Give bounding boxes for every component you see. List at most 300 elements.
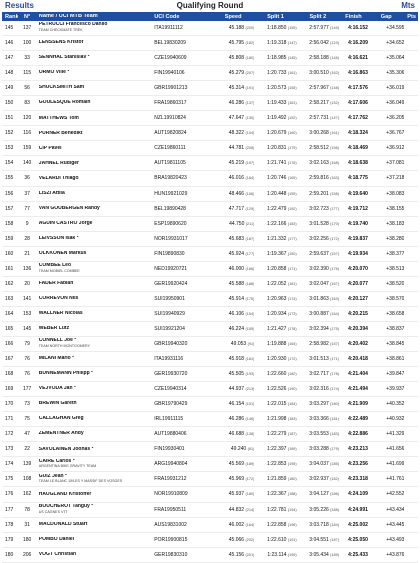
cell-split1: 1:20.746 (169) [266,175,297,182]
cell-finish: 4:19.934 [348,250,368,257]
rider-name: JAHNEL Rudiger [38,160,79,166]
table-row [2,457,418,472]
cell-name [36,416,154,422]
table-row [2,307,418,322]
split1-rank: (191) [287,537,297,542]
cell-gap: +40.932 [386,416,405,423]
rider-name: FADER Fabian [38,281,74,287]
speed-rank: (166) [245,266,255,271]
cell-number: 116 [23,130,32,137]
cell-rank: 147 [5,55,14,62]
table-row [2,81,418,96]
split1-rank: (161) [287,71,297,76]
table-row [2,217,418,232]
rider-name: ZEMENTNER Andy [38,431,84,437]
cell-speed: 44.750 (211) [229,220,255,227]
cell-split2: 3:04.037 (185) [309,461,340,468]
cell-split1: 1:20.448 (159) [266,190,297,197]
rider-name: CONNELL Joe * [38,338,77,344]
table-row [2,126,418,141]
header-split1: Split 1 [267,13,284,20]
rider-name: WALLNER Nicolas [38,311,83,317]
split2-rank: (167) [330,281,340,286]
cell-finish: 4:16.209 [348,40,368,47]
split1-rank: (155) [287,86,297,91]
speed-rank: (202) [245,537,255,542]
speed-rank: (187) [245,236,255,241]
cell-rank: 156 [5,190,14,197]
rider-team: ARGENTINA BIKE GRAVITY TEAM [38,464,97,469]
rider-team: TEAM LE BLANC 15/LES Y MASSIF DES VOSGES [38,479,123,484]
cell-rank: 155 [5,175,14,182]
table-row [2,427,418,442]
rider-name: LISZI Attila [38,190,65,196]
cell-split2: 2:57.731 (147) [309,115,340,122]
cell-gap: +43.493 [386,536,405,543]
cell-number: 78 [24,506,30,513]
cell-uci-code: IRL19911115 [154,416,184,423]
cell-uci-code: CZE19940609 [154,55,187,62]
split2-rank: (168) [330,161,340,166]
speed-rank: (155) [245,326,255,331]
cell-speed: 44.781 (208) [228,145,255,152]
cell-rank: 178 [5,521,14,528]
cell-number: 76 [24,356,30,363]
speed-rank: (130) [245,116,255,121]
rider-name: LEIVSSON Isak * [38,235,79,241]
cell-speed: 45.808 (180) [228,55,255,62]
cell-number: 162 [22,491,32,498]
cell-split1: 1:22.015 (184) [266,401,297,408]
cell-gap: +41.761 [386,476,405,483]
speed-rank: (172) [245,477,255,482]
cell-split2: 3:04.551 (187) [309,536,340,543]
table-header [2,12,418,21]
cell-uci-code: HUN19921029 [154,190,188,197]
cell-name [36,447,154,453]
cell-gap: +38.083 [386,190,405,197]
cell-speed: 45.588 (188) [228,280,255,287]
cell-uci-code: BEL19890428 [154,205,186,212]
cell-split1: 1:20.963 (174) [266,295,297,302]
speed-rank: (200) [245,26,255,31]
speed-rank: (211) [245,221,255,226]
cell-name [36,371,154,377]
cell-gap: +37.081 [386,160,405,167]
cell-gap: +43.876 [386,551,405,558]
rider-name: SENNHAL Stanislav * [38,55,90,61]
cell-split2: 2:59.201 (158) [309,190,340,197]
table-row [2,322,418,337]
split1-rank: (174) [287,296,297,301]
cell-number: 73 [24,401,30,408]
cell-uci-code: ARG19940804 [154,461,188,468]
cell-number: 47 [24,431,30,438]
cell-split1: 1:18.985 (145) [266,55,297,62]
cell-finish: 4:20.070 [348,265,368,272]
speed-rank: (104) [245,131,255,136]
rider-name: SHUCKSMITH Sam [38,85,85,91]
cell-split2: 3:04.127 (186) [309,491,340,498]
cell-split2: 3:02.723 (177) [309,205,340,212]
split2-rank: (181) [330,417,340,422]
split2-rank: (123) [330,41,340,46]
cell-split2: 3:00.268 (161) [309,130,340,137]
cell-rank: 171 [5,416,14,423]
cell-gap: +38.183 [386,220,405,227]
rider-name: BREWIN Gareth [38,401,77,407]
speed-rank: (129) [245,206,255,211]
cell-uci-code: ESP19890620 [154,220,187,227]
cell-gap: +38.280 [386,235,405,242]
cell-name [36,326,154,332]
cell-finish: 4:21.909 [348,401,368,408]
cell-speed: 45.683 (187) [228,235,255,242]
cell-rank: 175 [5,476,14,483]
speed-rank: (91) [247,342,255,346]
split1-rank: (181) [287,281,297,286]
page-header [0,0,420,12]
cell-finish: 4:24.991 [348,506,368,513]
split1-rank: (187) [287,432,297,437]
cell-name [36,504,154,515]
cell-rank: 163 [5,295,14,302]
split2-rank: (163) [330,176,340,181]
cell-finish: 4:25.002 [348,521,368,528]
cell-rank: 150 [5,100,14,107]
cell-speed: 45.969 (172) [228,476,255,483]
cell-name [36,22,154,33]
cell-name [36,55,154,61]
cell-speed: 49.053 (91) [230,341,255,347]
cell-rank: 149 [5,85,14,92]
split2-rank: (171) [330,357,340,362]
cell-finish: 4:21.494 [348,386,368,393]
split1-rank: (159) [287,191,297,196]
split1-rank: (160) [287,131,297,136]
split2-rank: (189) [330,552,340,557]
cell-gap: +40.352 [386,401,405,408]
cell-speed: 46.002 (164) [228,521,255,528]
cell-split2: 3:02.047 (167) [309,280,340,287]
speed-rank: (208) [245,146,255,151]
cell-rank: 145 [5,25,14,32]
cell-uci-code: AUT19811105 [154,160,186,167]
cell-finish: 4:20.077 [348,280,368,287]
cell-speed: 44.937 (213) [228,386,255,393]
cell-speed: 47.717 (129) [228,205,255,212]
speed-rank: (191) [245,86,255,91]
cell-gap: +43.434 [386,506,405,513]
cell-split1: 1:22.526 (190) [266,386,297,393]
table-row [2,36,418,51]
cell-gap: +36.767 [386,130,405,137]
split2-rank: (179) [330,447,340,452]
cell-finish: 4:16.152 [348,25,368,32]
rider-name: ORMO Ville * [38,70,70,76]
cell-number: 108 [22,476,32,483]
cell-speed: 45.924 (177) [228,250,255,257]
cell-split1: 1:22.367 (188) [266,491,297,498]
cell-split1: 1:19.367 (150) [266,250,297,257]
rider-name: VAN GOUBERGEN Randy [38,205,100,211]
cell-number: 31 [24,521,30,528]
speed-rank: (81) [247,447,255,452]
speed-rank: (151) [245,402,255,407]
table-row [2,487,418,502]
split2-rank: (175) [330,326,340,331]
cell-name [36,492,154,498]
speed-rank: (177) [245,251,255,256]
cell-name [36,146,154,152]
cell-gap: +38.520 [386,280,405,287]
cell-name [36,236,154,242]
cell-gap: +38.377 [386,250,405,257]
cell-rank: 174 [5,461,14,468]
cell-split1: 1:21.998 (183) [266,416,297,423]
rider-name: GOULESQUE Romain [38,100,91,106]
table-row [2,533,418,548]
cell-rank: 168 [5,371,14,378]
split1-rank: (176) [287,161,297,166]
header-name: Name / UCI MTB Team [38,13,98,19]
split2-rank: (178) [330,372,340,377]
split2-rank: (163) [330,296,340,301]
cell-uci-code: SUI19940929 [154,310,185,317]
cell-uci-code: GBR19940320 [154,341,188,347]
cell-name [36,474,154,485]
cell-split1: 1:22.660 (182) [266,371,297,378]
cell-finish: 4:20.402 [348,341,368,347]
table-row [2,367,418,382]
cell-split1: 1:21.427 (178) [266,325,297,332]
rider-name: OLKKONEN Markus [38,250,87,256]
cell-speed: 48.466 (106) [228,190,255,197]
cell-speed: 46.224 (155) [228,325,255,332]
cell-uci-code: FRA19950511 [154,506,187,513]
cell-finish: 4:25.050 [348,536,368,543]
cell-name [36,552,154,558]
cell-rank: 176 [5,491,14,498]
split1-rank: (152) [287,116,297,121]
split1-rank: (145) [287,56,297,61]
cell-name [36,263,154,274]
cell-name [36,281,154,287]
cell-uci-code: FIN19940106 [154,70,185,77]
split2-rank: (162) [330,71,340,76]
rider-team: TEAM MOBIEL COMBEE [38,268,80,273]
cell-finish: 4:17.762 [348,115,368,122]
cell-finish: 4:23.256 [348,461,368,468]
cell-number: 33 [24,55,30,62]
cell-finish: 4:20.215 [348,310,368,317]
split2-rank: (156) [330,146,340,151]
results-table-body [0,21,420,563]
cell-uci-code: AUT19820824 [154,130,187,137]
cell-finish: 4:19.640 [348,190,368,197]
split2-rank: (147) [330,116,340,121]
cell-gap: +34.595 [386,25,405,32]
cell-split2: 2:57.967 (148) [309,85,340,92]
cell-split1: 1:19.888 (164) [266,341,297,347]
cell-name [36,431,154,437]
rider-name: LENSSENS Kristof [38,40,84,46]
split1-rank: (184) [287,402,297,407]
cell-split1: 1:19.492 (152) [266,115,297,122]
speed-rank: (214) [245,507,255,512]
table-row [2,51,418,66]
cell-gap: +36.205 [386,115,405,122]
cell-rank: 177 [5,506,14,513]
cell-finish: 4:19.740 [348,220,368,227]
cell-speed: 46.286 (146) [228,416,255,423]
header-rank: Rank [5,13,19,20]
split2-rank: (146) [330,56,340,61]
cell-finish: 4:22.886 [348,431,368,438]
cell-split2: 3:01.863 (163) [309,295,340,302]
cell-gap: +38.155 [386,205,405,212]
speed-rank: (180) [245,492,255,497]
rider-name: AGUIN CASTRO Jorge [38,220,93,226]
cell-speed: 46.286 (137) [228,100,255,107]
cell-split2: 2:58.982 (157) [309,341,340,347]
split1-rank: (173) [287,311,297,316]
cell-split1: 1:21.332 (177) [266,235,297,242]
cell-name [36,100,154,106]
table-row [2,277,418,292]
cell-split2: 3:03.553 (183) [309,431,340,438]
header-gap: Gap [380,13,392,20]
cell-finish: 4:21.404 [348,371,368,378]
cell-finish: 4:18.469 [348,145,368,152]
table-row [2,503,418,518]
cell-split1: 1:18.850 (155) [266,25,297,32]
split2-rank: (184) [330,522,340,527]
cell-split1: 1:20.573 (155) [266,85,297,92]
split2-rank: (180) [330,402,340,407]
cell-split1: 1:20.679 (160) [266,130,297,137]
table-row [2,352,418,367]
cell-number: 159 [22,145,32,152]
cell-finish: 4:22.489 [348,416,368,423]
cell-number: 36 [24,175,30,182]
cell-uci-code: ITA19931116 [154,356,184,363]
split1-rank: (199) [287,552,297,557]
cell-uci-code: POR19900815 [154,536,188,543]
cell-rank: 180 [5,551,14,558]
cell-speed: 49.240 (81) [230,446,255,453]
cell-split2: 3:01.513 (171) [309,356,340,363]
cell-number: 79 [24,341,30,347]
cell-rank: 173 [5,446,14,453]
cell-uci-code: GBR19901213 [154,85,188,92]
cell-name [36,296,154,302]
speed-rank: (137) [245,101,255,106]
speed-rank: (180) [245,56,255,61]
cell-split1: 1:22.052 (181) [266,280,297,287]
table-row [2,202,418,217]
cell-gap: +36.049 [386,100,405,107]
cell-rank: 162 [5,280,14,287]
rider-name: HAUGLAND Kristoffer [38,491,92,497]
header-split2: Split 2 [309,13,327,20]
cell-split2: 3:02.937 (182) [309,476,340,483]
table-row [2,66,418,81]
cell-name [36,311,154,317]
cell-name [36,70,154,76]
cell-number: 21 [24,250,30,257]
cell-split2: 3:03.718 (184) [309,521,340,528]
cell-finish: 4:20.394 [348,325,368,332]
rider-name: BOUCHEROT Tanguy * [38,503,94,509]
speed-rank: (106) [245,191,255,196]
split1-rank: (196) [287,522,297,527]
split2-rank: (186) [330,492,340,497]
rider-name: MACDONALD Stuart [38,521,88,527]
split2-rank: (183) [330,432,340,437]
split1-rank: (194) [287,507,297,512]
speed-rank: (146) [245,417,255,422]
cell-split2: 3:03.366 (181) [309,416,340,423]
cell-rank: 152 [5,130,14,137]
cell-gap: +36.912 [386,145,405,152]
cell-speed: 46.154 (151) [228,401,255,408]
split1-rank: (171) [287,266,297,271]
split2-rank: (170) [330,221,340,226]
cell-name [36,221,154,227]
cell-finish: 4:19.712 [348,205,368,212]
rider-team: US CAGNES VTT [38,509,68,514]
cell-number: 83 [24,100,30,107]
cell-name [36,206,154,212]
speed-rank: (138) [245,432,255,437]
cell-finish: 4:19.837 [348,235,368,242]
cell-gap: +39.937 [386,386,405,393]
cell-name [36,251,154,257]
cell-name [36,459,154,470]
split1-rank: (161) [287,101,297,106]
cell-speed: 45.156 (201) [228,551,255,558]
cell-finish: 4:25.433 [348,551,368,558]
header-finish: Finish [345,13,362,20]
cell-gap: +42.552 [386,491,405,498]
cell-finish: 4:17.606 [348,100,368,107]
split1-rank: (190) [287,387,297,392]
cell-speed: 45.279 (207) [228,70,255,77]
split2-rank: (157) [330,342,340,346]
speed-rank: (207) [245,71,255,76]
cell-speed: 45.314 (191) [228,85,255,92]
cell-rank: 166 [5,341,14,347]
cell-name [36,386,154,392]
cell-finish: 4:23.318 [348,476,368,483]
discipline-label: Mts [401,1,415,10]
cell-speed: 45.066 (202) [228,536,255,543]
rider-name: VELARDI Thiago [38,175,79,181]
cell-split1: 1:22.279 (187) [266,431,297,438]
split1-rank: (192) [287,206,297,211]
cell-split2: 3:02.256 (172) [309,235,340,242]
cell-uci-code: CZE19940314 [154,386,187,393]
cell-rank: 169 [5,386,14,393]
cell-split2: 3:01.528 (170) [309,220,340,227]
cell-gap: +38.837 [386,325,405,332]
cell-split1: 1:22.610 (191) [266,536,297,543]
cell-name [36,85,154,91]
cell-finish: 4:16.863 [348,70,368,77]
cell-uci-code: BEL19830209 [154,40,186,47]
cell-gap: +41.656 [386,446,405,453]
